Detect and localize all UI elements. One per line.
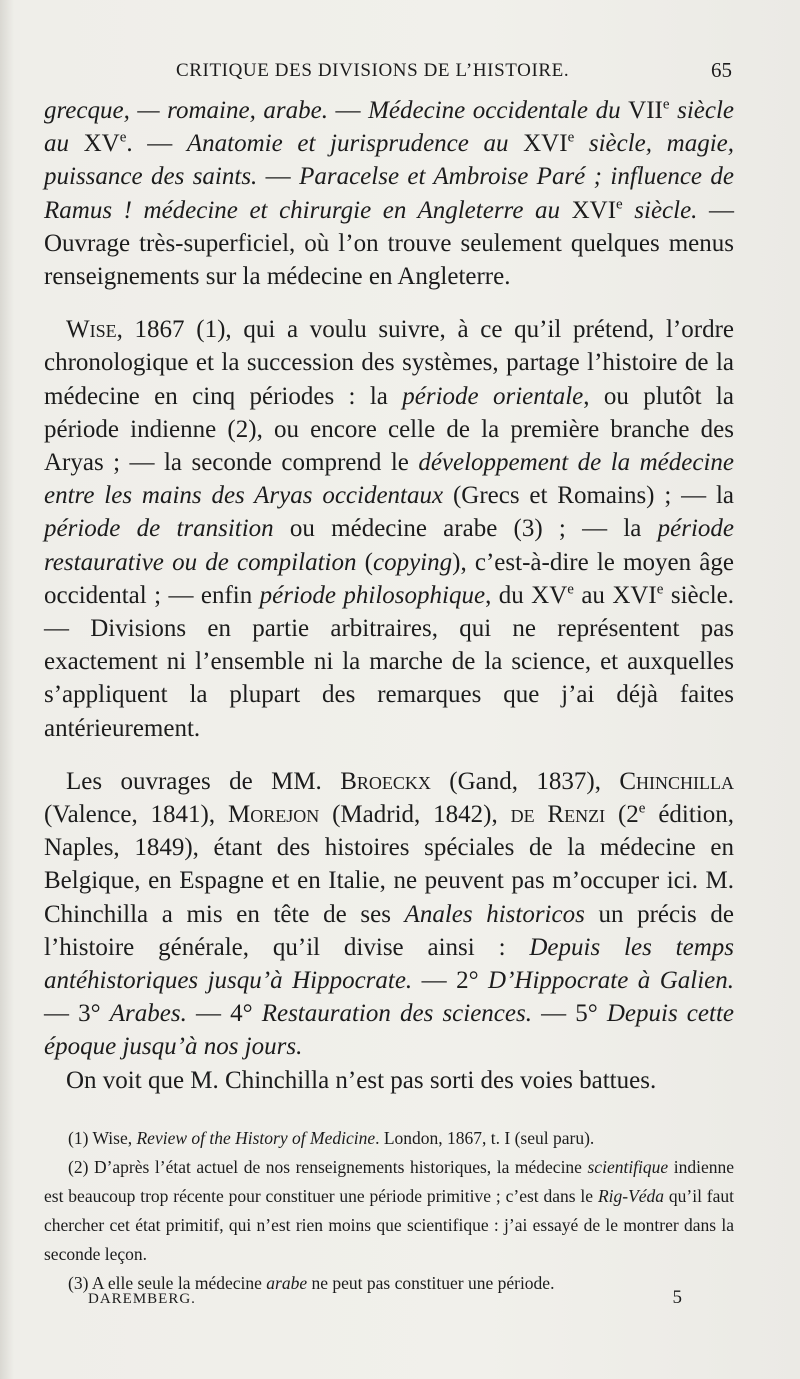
text-run: — Ouvrage très-superficiel, où l’on trouve seulement quelques menus renseignements sur la médecine en Angleterre. xyxy=(44,196,735,291)
text-run: ne peut pas constituer une période. xyxy=(307,1273,555,1293)
text-run: Restauration des sciences. xyxy=(261,1000,532,1028)
text-run: e xyxy=(638,800,646,817)
text-run: Paracelse et Ambroise Paré ; influence de Ramus ! médecine et chirurgie en Angleterre au xyxy=(44,163,734,224)
text-run: siècle au xyxy=(44,97,734,158)
text-run: période restaurative ou de compilation xyxy=(44,515,734,576)
text-run: siècle. xyxy=(622,196,698,224)
text-run: e xyxy=(656,581,664,598)
text-run: . — xyxy=(126,130,187,158)
running-title: CRITIQUE DES DIVISIONS DE L’HISTOIRE. xyxy=(176,60,570,81)
text-run: Review of the History of Medicine xyxy=(136,1128,376,1148)
footnote-1 xyxy=(44,1124,734,1153)
text-run: XVI xyxy=(571,196,617,224)
text-run: On voit que M. Chinchilla n’est pas sorti des voies battues. xyxy=(66,1066,657,1094)
footnotes xyxy=(44,1124,734,1298)
text-run: arabe xyxy=(266,1273,308,1293)
text-run: (1) Wise, xyxy=(68,1128,137,1148)
signature-mark: 5 xyxy=(672,1287,682,1308)
text-run: ( xyxy=(356,548,373,576)
text-run: . London, 1867, t. I (seul paru). xyxy=(375,1128,595,1148)
running-head xyxy=(0,58,800,88)
text-run: développement de la médecine entre les mains des Aryas occidentaux xyxy=(44,449,734,510)
text-run: scientifique xyxy=(587,1157,669,1177)
paragraph-2 xyxy=(44,313,734,745)
text-run: e xyxy=(567,129,575,146)
text-run: , ou plutôt la période indienne (2), ou encore celle de la première branche des Aryas ; — la seconde comprend le xyxy=(44,382,734,477)
text-run: Morejon xyxy=(228,801,320,829)
text-run: période philosophique xyxy=(259,581,486,609)
text-run: e xyxy=(616,196,623,213)
text-run: — 4° xyxy=(186,1000,262,1028)
text-run: (Grecs et Romains) ; — la xyxy=(443,482,735,510)
text-run: — xyxy=(257,163,300,191)
text-run: — 3° xyxy=(44,1000,110,1028)
paragraph-3 xyxy=(44,765,734,1064)
text-run: (2) D’après l’état actuel de nos renseignements historiques, la médecine xyxy=(68,1157,588,1177)
text-run: , 1867 (1), qui a voulu suivre, à ce qu’il prétend, l’ordre chronologique et la succession des systèmes, partage l’histoire de la médecine en cinq périodes : la xyxy=(44,316,734,410)
text-run: période orientale xyxy=(402,382,584,410)
page-footer xyxy=(0,1287,800,1317)
text-run: Les ouvrages de MM. xyxy=(66,767,341,795)
text-run: XVI xyxy=(523,130,568,158)
text-run: XV xyxy=(83,130,120,158)
text-run: Arabes. xyxy=(109,1000,187,1028)
text-run: ), c’est-à-dire le moyen âge occidental ; — enfin xyxy=(44,548,735,609)
text-run: grecque, — romaine, arabe. xyxy=(44,97,328,124)
text-run: XVI xyxy=(612,581,657,609)
text-run: — 2° xyxy=(412,967,489,995)
text-run: (Gand, 1837), xyxy=(430,767,620,795)
text-run: Chinchilla xyxy=(619,767,734,795)
text-run: de Renzi xyxy=(510,801,606,829)
page-number: 65 xyxy=(711,58,732,82)
text-run: — xyxy=(327,97,369,124)
text-run: siècle, magie, puissance des saints. xyxy=(44,130,734,191)
text-run: qu’il faut chercher cet état primitif, qui n’est rien moins que scientifique : j’ai essayé de le montrer dans la seconde leçon. xyxy=(44,1186,735,1264)
text-run: indienne est beaucoup trop récente pour constituer une période primitive ; c’est dans le xyxy=(44,1157,734,1206)
text-run: un précis de l’histoire générale, qu’il divise ainsi : xyxy=(44,900,734,961)
text-run: au xyxy=(573,581,613,609)
text-run: Depuis cette époque jusqu’à nos jours. xyxy=(44,1000,734,1061)
body-text xyxy=(44,94,734,1097)
text-run: XV xyxy=(531,581,568,609)
text-run: D’Hippocrate à Galien. xyxy=(488,967,734,995)
text-run: Broeckx xyxy=(340,767,431,795)
text-run: (2 xyxy=(605,801,639,829)
paragraph-1 xyxy=(44,94,734,293)
text-run: siècle. — Divisions en partie arbitraires, qui ne représentent pas exactement ni l’ensemble ni la marche de la science, et auxquelles s’appliquent la plupart des remarques que j’ai déjà faites antérieurement. xyxy=(44,581,734,742)
text-run: ou médecine arabe (3) ; — la xyxy=(273,515,658,543)
text-run: e xyxy=(119,129,127,146)
paragraph-4 xyxy=(44,1064,734,1097)
footer-author: DAREMBERG. xyxy=(88,1291,196,1307)
text-run: Rig-Véda xyxy=(597,1186,665,1206)
text-run: e xyxy=(662,96,670,113)
text-run: édition, Naples, 1849), étant des histoires spéciales de la médecine en Belgique, en Espagne et en Italie, ne peuvent pas m’occuper ici. M. Chinchilla a mis en tête de ses xyxy=(44,801,735,928)
text-run: — 5° xyxy=(531,1000,607,1028)
text-run: VII xyxy=(628,97,663,124)
text-run: Depuis les temps antéhistoriques jusqu’à Hippocrate. xyxy=(44,933,734,995)
text-run: (Madrid, 1842), xyxy=(319,801,511,829)
footnote-2 xyxy=(44,1153,734,1269)
text-run: (Valence, 1841), xyxy=(44,801,228,829)
text-run: , du xyxy=(485,581,532,609)
text-run: copying xyxy=(372,548,453,576)
text-run: Médecine occidentale du xyxy=(368,97,629,124)
text-run: (3) A elle seule la médecine xyxy=(68,1273,267,1293)
text-run: Anales historicos xyxy=(404,900,585,928)
text-run: période de transition xyxy=(44,515,274,543)
text-run: Wise xyxy=(66,316,117,344)
text-run: e xyxy=(567,581,574,598)
text-run: Anatomie et jurisprudence au xyxy=(186,130,524,158)
